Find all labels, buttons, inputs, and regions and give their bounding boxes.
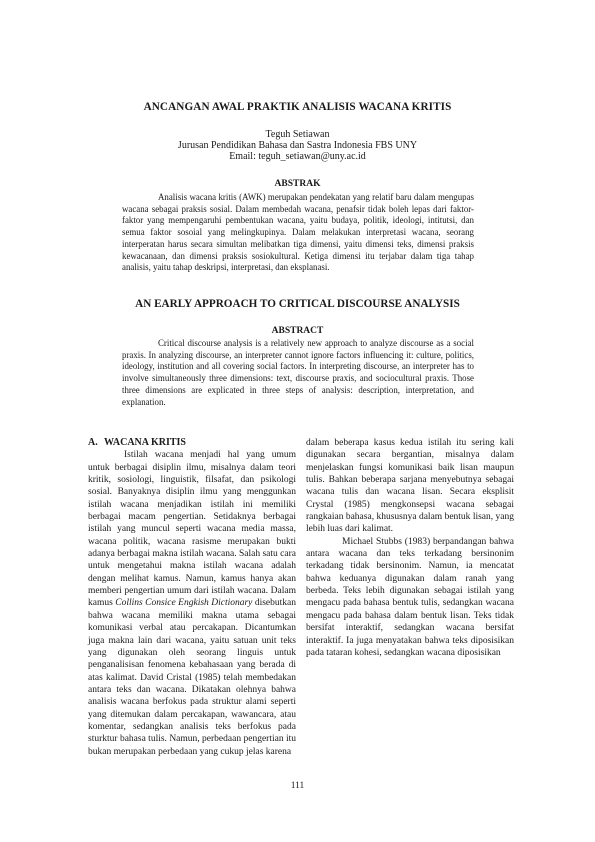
abstrak-heading: ABSTRAK <box>274 179 321 189</box>
paper-title-indonesian: ANCANGAN AWAL PRAKTIK ANALISIS WACANA KRITIS <box>143 101 452 113</box>
page-number: 111 <box>290 781 305 791</box>
section-heading <box>88 437 296 449</box>
dictionary-title: Collins Consice Engkish Dictionary <box>115 598 253 609</box>
paragraph-1-part-2 <box>306 437 514 536</box>
paragraph-1-text-a: Istilah wacana menjadi hal yang umum untuk berbagai disiplin ilmu, misalnya dalam teori kritik, sosiologi, linguistik, filsafat, dan psikologi sosial. Banyaknya disiplin ilmu yang menggunkan istilah wacana menjadikan istilah ini memiliki berbagai macam pengertian. Setidaknya berbagai istilah yang muncul seperti wacana media massa, wacana politik, wacana rasisme merupakan bukti adanya berbagai makna istilah wacana. Salah satu cara untuk mengetahui makna istilah wacana adalah dengan melihat kamus. Namun, kamus hanya akan memberi pengertian umum dari istilah wacana. Dalam kamus <box>88 450 296 609</box>
abstract-text: Critical discourse analysis is a relatively new approach to analyze discourse as a social praxis. In analyzing discourse, an interpreter cannot ignore factors influencing it: culture, politics, ideology, institution and all covering social factors. In interpreting discourse, an interpreter has to involve simultaneously three dimensions: text, discourse praxis, and sociocultural praxis. Those three dimensions are explicated in three steps of analysis: description, interpretation, and explanation. <box>122 338 474 407</box>
body-column-left <box>88 437 296 758</box>
paragraph-1-text-b-right: dalam beberapa kasus kedua istilah itu sering kali digunakan secara bergantian, misalnya dalam menjelaskan fungsi komunikasi baik lisan maupun tulis. Bahkan beberapa sarjana menyebutnya sebagai wacana tulis dan wacana lisan. Secara eksplisit Crystal (1985) mengkonsepsi wacana sebagai rangkaian bahasa, khususnya dalam bentuk lisan, yang lebih luas dari kalimat. <box>306 438 514 535</box>
abstract-body <box>122 338 474 408</box>
abstrak-body <box>122 192 474 274</box>
paper-title-english: AN EARLY APPROACH TO CRITICAL DISCOURSE ANALYSIS <box>135 298 460 310</box>
author-affiliation: Jurusan Pendidikan Bahasa dan Sastra Indonesia FBS UNY <box>177 140 418 151</box>
author-email: Email: teguh_setiawan@uny.ac.id <box>229 151 366 162</box>
abstrak-text: Analisis wacana kritis (AWK) merupakan pendekatan yang relatif baru dalam mengupas wacana sebagai praksis sosial. Dalam membedah wacana, penafsir tidak boleh lepas dari faktor-faktor yang mempengaruhi pembentukan wacana, yaitu budaya, politik, ideologi, intitutsi, dan semua faktor sosoial yang melingkupinya. Dalam melakukan interpretasi wacana, seorang interperatan harus secara simultan melibatkan tiga dimensi, yaitu dimensi teks, dimensi praksis kewacanaan, dan dimensi praksis sosiokultural. Ketiga dimensi itu terjabar dalam tiga tahap analisis, yaitu tahap deskripsi, interpretasi, dan eksplanasi. <box>122 192 474 273</box>
author-name: Teguh Setiawan <box>265 129 330 140</box>
paragraph-1-part-1 <box>88 449 296 758</box>
abstract-heading: ABSTRACT <box>271 326 324 336</box>
paragraph-2: Michael Stubbs (1983) berpandangan bahwa antara wacana dan teks terkadang bersinonim terkadang tidak bersinonim. Namun, ia mencatat bahwa keduanya digunakan dalam ranah yang berbeda. Teks lebih digunakan sebagai istilah yang mengacu pada bahasa bentuk tulis, sedangkan wacana mengacu pada bahasa dalam bentuk lisan. Teks tidak bersifat interaktif, sedangkan wacana bersifat interaktif. Ia juga menyatakan bahwa teks diposisikan pada tataran kohesi, sedangkan wacana diposisikan <box>306 536 514 658</box>
section-title: WACANA KRITIS <box>104 437 186 448</box>
author-block <box>100 129 495 162</box>
section-number: A. <box>88 437 98 448</box>
paragraph-1-text-b-left: disebutkan bahwa wacana memiliki makna utama sebagai komunikasi verbal atau percakapan. Dicantumkan juga makna lain dari wacana, yaitu satuan unit teks yang digunakan oleh seorang linguis untuk penganalisisan fenomena kebahasaan yang berada di atas kalimat. David Cristal (1985) telah membedakan antara teks dan wacana. Dikatakan olehnya bahwa analisis wacana berfokus pada struktur alami seperti yang ditemukan dalam percakapan, wawancara, atau komentar, sedangkan analisis teks berfokus pada sturktur bahasa tulis. Namun, perbedaan pengertian itu bukan merupakan perbedaan yang cukup jelas karena <box>88 598 296 757</box>
body-column-right <box>306 437 514 659</box>
